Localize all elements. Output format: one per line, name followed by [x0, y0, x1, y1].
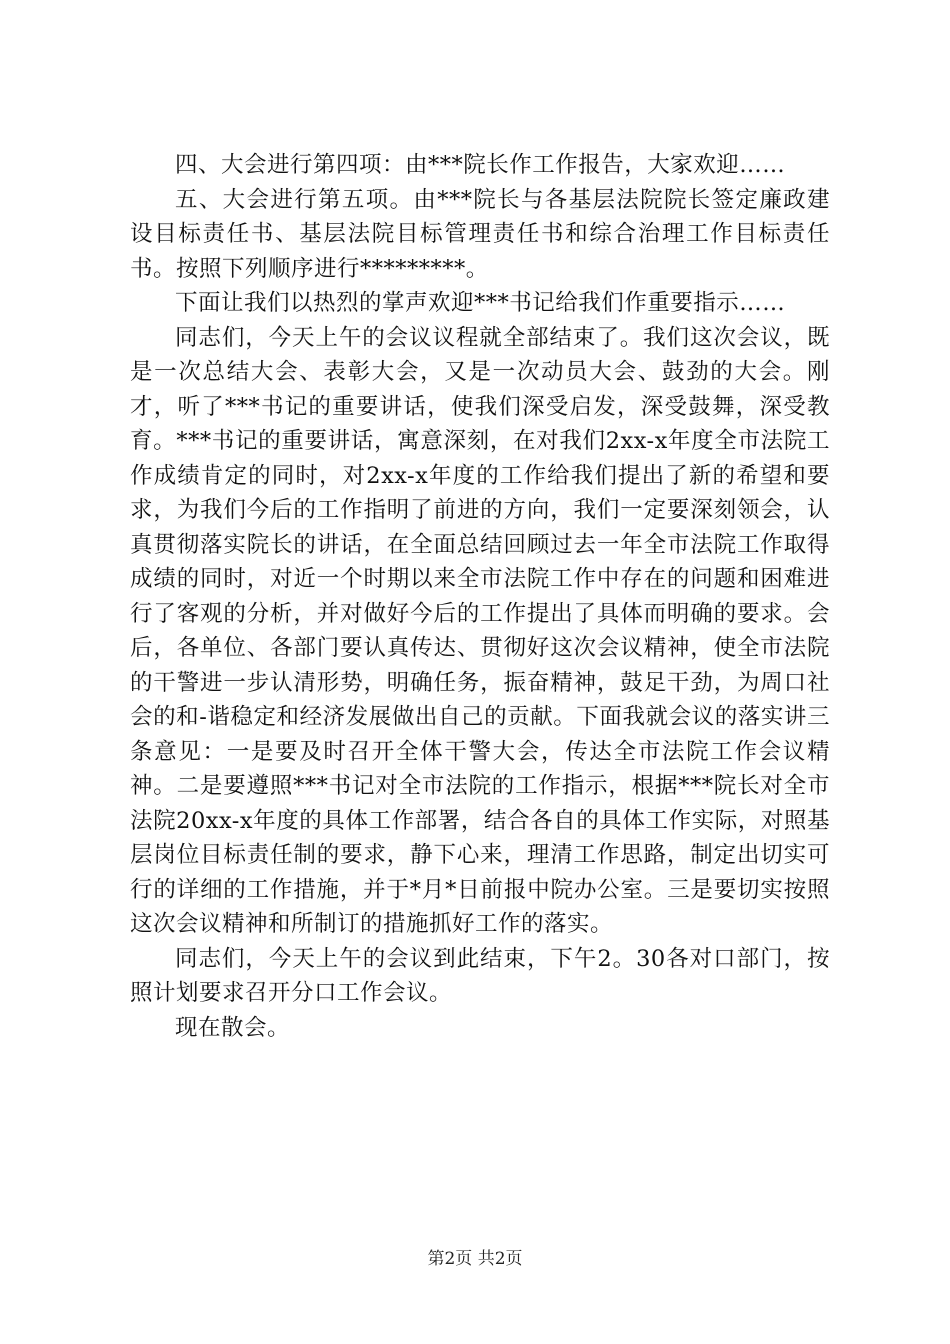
paragraph-item-5: 五、大会进行第五项。由***院长与各基层法院院长签定廉政建设目标责任书、基层法院目标管理责任书和综合治理工作目标责任书。按照下列顺序进行*********。 [130, 186, 830, 282]
paragraph-welcome: 下面让我们以热烈的掌声欢迎***书记给我们作重要指示…… [175, 290, 786, 316]
paragraph-adjourn: 现在散会。 [175, 1014, 291, 1041]
document-body [130, 148, 830, 1045]
page-footer: 第2页 共2页 [427, 1249, 523, 1269]
paragraph-closing: 同志们，今天上午的会议到此结束，下午2。30各对口部门，按照计划要求召开分口工作会议。 [130, 945, 830, 1006]
paragraph-summary: 同志们，今天上午的会议议程就全部结束了。我们这次会议，既是一次总结大会、表彰大会，又是一次动员大会、鼓劲的大会。刚才，听了***书记的重要讲话，使我们深受启发，深受鼓舞，深受教育。***书记的重要讲话，寓意深刻，在对我们2xx-x年度全市法院工作成绩肯定的同时，对2xx-x年度的工作给我们提出了新的希望和要求，为我们今后的工作指明了前进的方向，我们一定要深刻领会，认真贯彻落实院长的讲话，在全面总结回顾过去一年全市法院工作取得成绩的同时，对近一个时期以来全市法院工作中存在的问题和困难进行了客观的分析，并对做好今后的工作提出了具体而明确的要求。会后，各单位、各部门要认真传达、贯彻好这次会议精神，使全市法院的干警进一步认清形势，明确任务，振奋精神，鼓足干劲，为周口社会的和-谐稳定和经济发展做出自己的贡献。下面我就会议的落实讲三条意见：一是要及时召开全体干警大会，传达全市法院工作会议精神。二是要遵照***书记对全市法院的工作指示，根据***院长对全市法院20xx-x年度的具体工作部署，结合各自的具体工作实际，对照基层岗位目标责任制的要求，静下心来，理清工作思路，制定出切实可行的详细的工作措施，并于*月*日前报中院办公室。三是要切实按照这次会议精神和所制订的措施抓好工作的落实。 [130, 324, 830, 937]
paragraph-item-4: 四、大会进行第四项：由***院长作工作报告，大家欢迎…… [175, 152, 786, 178]
